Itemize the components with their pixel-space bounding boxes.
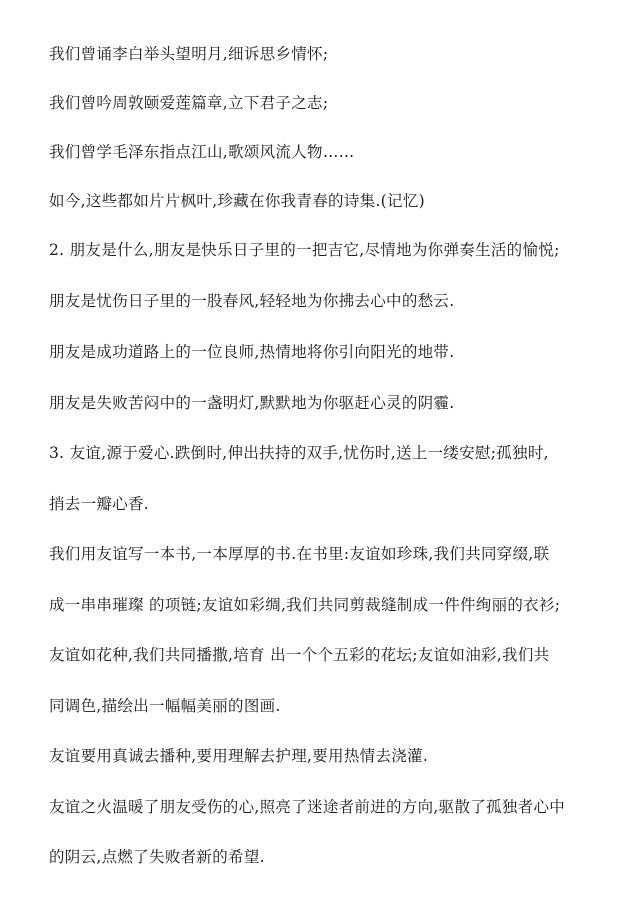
text-line: 同调色,描绘出一幅幅美丽的图画.: [49, 697, 281, 715]
numbered-paragraph-line: 2. 朋友是什么,朋友是快乐日子里的一把吉它,尽情地为你弹奏生活的愉悦;: [49, 241, 560, 259]
text-line: 友谊如花种,我们共同播撒,培育 出一个个五彩的花坛;友谊如油彩,我们共: [49, 646, 550, 664]
text-line: 我们用友谊写一本书,一本厚厚的书.在书里:友谊如珍珠,我们共同穿缀,联: [49, 545, 550, 563]
text-line: 的阴云,点燃了失败者新的希望.: [49, 848, 265, 866]
text-line: 朋友是忧伤日子里的一股春风,轻轻地为你拂去心中的愁云.: [49, 292, 455, 310]
text-line: 如今,这些都如片片枫叶,珍藏在你我青春的诗集.(记忆): [49, 192, 425, 210]
numbered-paragraph-line: 3. 友谊,源于爱心.跌倒时,伸出扶持的双手,忧伤时,送上一缕安慰;孤独时,: [49, 444, 549, 462]
text-line: 我们曾诵李白举头望明月,细诉思乡情怀;: [49, 45, 329, 63]
text-line: 我们曾吟周敦颐爱莲篇章,立下君子之志;: [49, 94, 329, 112]
text-line: 成一串串璀璨 的项链;友谊如彩绸,我们共同剪裁缝制成一件件绚丽的衣衫;: [49, 596, 561, 614]
text-line: 我们曾学毛泽东指点江山,歌颂风流人物……: [49, 143, 355, 161]
text-line: 友谊要用真诚去播种,要用理解去护理,要用热情去浇灌.: [49, 747, 429, 765]
text-line: 朋友是失败苦闷中的一盏明灯,默默地为你驱赶心灵的阴霾.: [49, 394, 455, 412]
text-line: 捎去一瓣心香.: [49, 495, 150, 513]
text-line: 朋友是成功道路上的一位良师,热情地将你引向阳光的地带.: [49, 343, 455, 361]
text-line: 友谊之火温暖了朋友受伤的心,照亮了迷途者前进的方向,驱散了孤独者心中: [49, 798, 566, 816]
